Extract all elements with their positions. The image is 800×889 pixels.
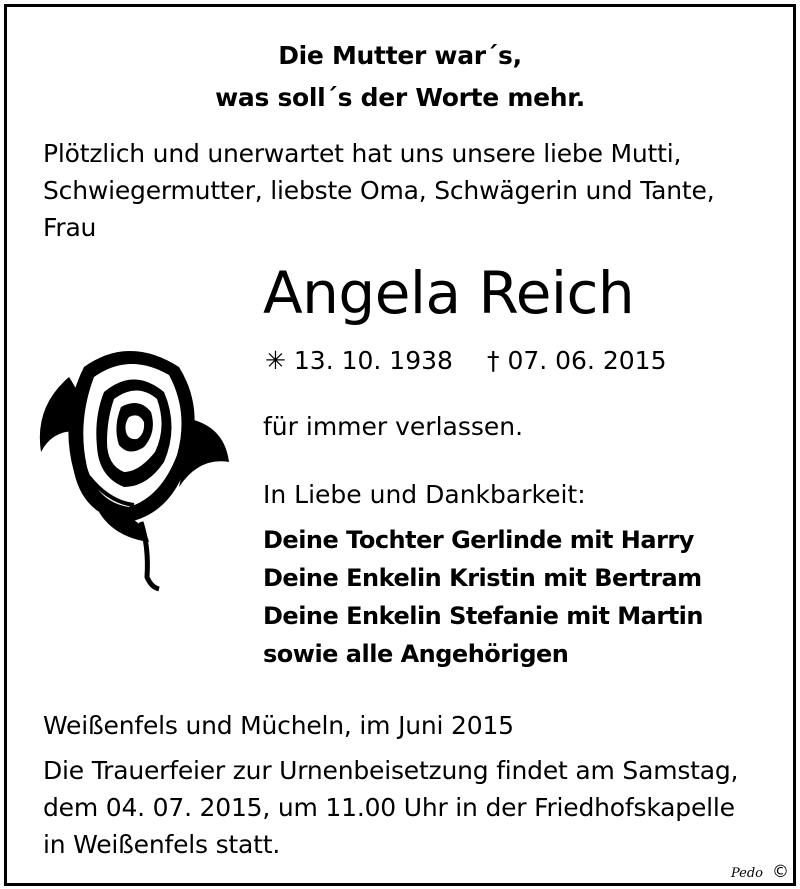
intro-line-1: Plötzlich und unerwartet hat uns unsere liebe Mutti,: [43, 139, 682, 168]
mourner-line: Deine Enkelin Stefanie mit Martin: [263, 602, 703, 630]
rose-icon: [29, 337, 239, 597]
intro-line-3: Frau: [43, 213, 97, 242]
ceremony-line-2: dem 04. 07. 2015, um 11.00 Uhr in der Friedhofskapelle: [43, 793, 735, 822]
mourner-line: Deine Enkelin Kristin mit Bertram: [263, 564, 702, 592]
mourners-heading: In Liebe und Dankbarkeit:: [263, 480, 586, 509]
mourner-line: sowie alle Angehörigen: [263, 640, 569, 668]
death-date: † 07. 06. 2015: [487, 346, 667, 375]
left-text: für immer verlassen.: [263, 412, 524, 441]
mourner-line: Deine Tochter Gerlinde mit Harry: [263, 526, 694, 554]
motto-line-2: was soll´s der Worte mehr.: [215, 83, 585, 112]
signature: Pedo: [730, 866, 763, 881]
intro-line-2: Schwiegermutter, liebste Oma, Schwägerin und Tante,: [43, 176, 715, 205]
birth-date: ✳ 13. 10. 1938: [265, 346, 453, 375]
motto-line-1: Die Mutter war´s,: [278, 41, 522, 70]
obituary-frame: [4, 4, 796, 886]
ceremony-line-3: in Weißenfels statt.: [43, 830, 281, 859]
ceremony-line-1: Die Trauerfeier zur Urnenbeisetzung findet am Samstag,: [43, 756, 739, 785]
copyright-mark: ©: [772, 862, 789, 882]
place-date: Weißenfels und Mücheln, im Juni 2015: [43, 711, 514, 740]
deceased-name: Angela Reich: [263, 259, 635, 327]
